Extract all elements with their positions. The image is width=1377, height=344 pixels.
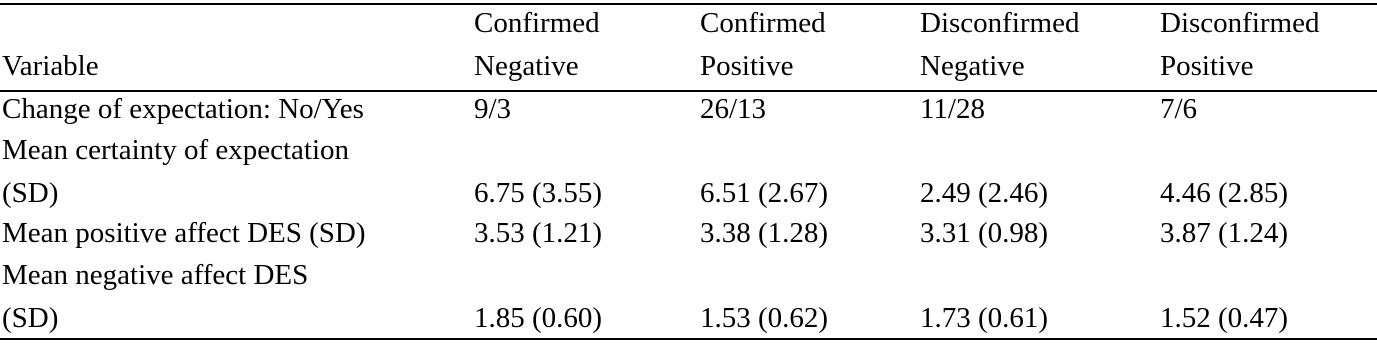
table-cell: 1.85 (0.60) <box>474 302 603 334</box>
table-cell: 1.53 (0.62) <box>700 302 829 334</box>
header-col1-line2: Negative <box>474 50 579 82</box>
row-label-mean-negative-affect-line2: (SD) <box>2 302 59 334</box>
header-col2-line1: Confirmed <box>700 7 826 39</box>
table-cell: 2.49 (2.46) <box>920 177 1049 209</box>
header-col1-line1: Confirmed <box>474 7 600 39</box>
row-label-mean-certainty-line2: (SD) <box>2 177 59 209</box>
table-cell: 3.87 (1.24) <box>1160 217 1289 249</box>
table-bottom-rule <box>0 338 1377 340</box>
row-label-change-of-expectation: Change of expectation: No/Yes <box>2 93 364 125</box>
header-col3-line1: Disconfirmed <box>920 7 1080 39</box>
table-cell: 6.51 (2.67) <box>700 177 829 209</box>
header-col3-line2: Negative <box>920 50 1025 82</box>
table-cell: 4.46 (2.85) <box>1160 177 1289 209</box>
header-col2-line2: Positive <box>700 50 794 82</box>
table-cell: 3.38 (1.28) <box>700 217 829 249</box>
table-cell: 1.73 (0.61) <box>920 302 1049 334</box>
table-cell: 26/13 <box>700 93 767 125</box>
table-cell: 3.53 (1.21) <box>474 217 603 249</box>
table-cell: 6.75 (3.55) <box>474 177 603 209</box>
table-top-rule <box>0 3 1377 5</box>
header-col4-line2: Positive <box>1160 50 1254 82</box>
table-cell: 7/6 <box>1160 93 1198 125</box>
row-label-mean-certainty-line1: Mean certainty of expectation <box>2 134 350 166</box>
row-label-mean-negative-affect-line1: Mean negative affect DES <box>2 259 309 291</box>
row-label-mean-positive-affect: Mean positive affect DES (SD) <box>2 217 366 249</box>
header-col4-line1: Disconfirmed <box>1160 7 1320 39</box>
table-cell: 9/3 <box>474 93 512 125</box>
header-variable: Variable <box>2 50 99 82</box>
table-cell: 3.31 (0.98) <box>920 217 1049 249</box>
table-cell: 1.52 (0.47) <box>1160 302 1289 334</box>
table-cell: 11/28 <box>920 93 985 125</box>
